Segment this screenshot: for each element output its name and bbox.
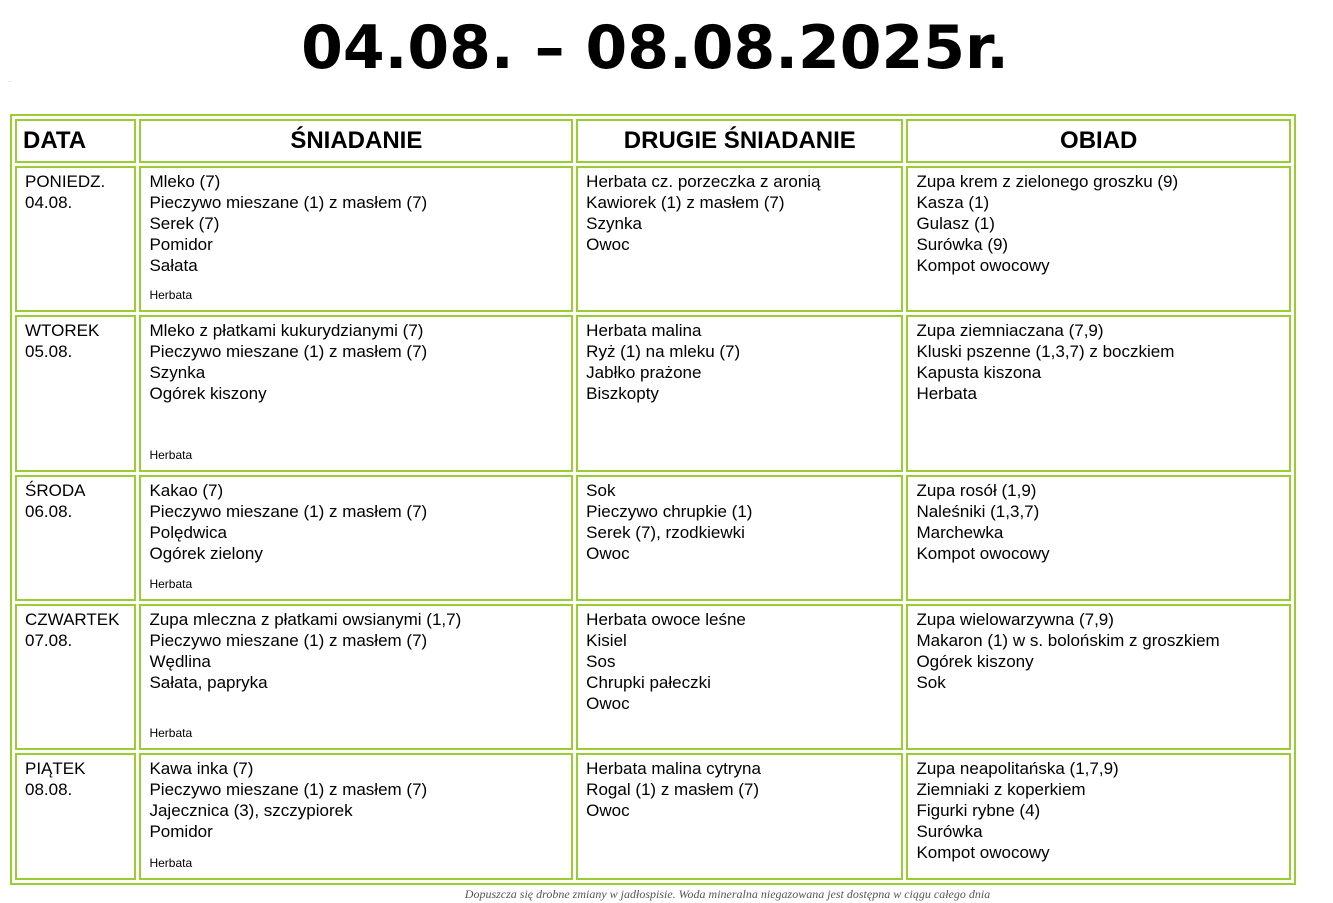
date-cell-lines: [17, 606, 134, 651]
menu-item: Pomidor: [149, 822, 213, 842]
day-name: PIĄTEK: [25, 759, 86, 779]
menu-item: Zupa ziemniaczana (7,9): [916, 321, 1104, 341]
day-name: WTOREK: [25, 321, 100, 341]
header-obiad: OBIAD: [906, 119, 1291, 163]
sniadanie-cell: [139, 475, 573, 601]
footer-note: Dopuszcza się drobne zmiany w jadłospisie. Woda mineralna niegazowana jest dostępna w ciągu całego dnia: [464, 887, 991, 901]
drugie-sniadanie-cell-lines: [578, 606, 901, 714]
day-date: 05.08.: [25, 342, 73, 362]
menu-item: Mleko (7): [149, 172, 221, 191]
drugie-sniadanie-cell-content: [578, 755, 901, 876]
menu-item: Makaron (1) w s. bolońskim z groszkiem: [916, 631, 1220, 651]
menu-item: Herbata: [916, 384, 977, 404]
menu-item: Ogórek kiszony: [916, 652, 1034, 672]
menu-item: Sok: [586, 481, 616, 501]
sniadanie-cell-lines: [141, 317, 571, 404]
menu-item: Pieczywo mieszane (1) z masłem (7): [149, 502, 428, 522]
menu-item: Pieczywo mieszane (1) z masłem (7): [149, 342, 428, 362]
sniadanie-cell-content: [141, 477, 571, 597]
menu-item: Szynka: [586, 214, 642, 233]
menu-item: Zupa krem z zielonego groszku (9): [916, 172, 1179, 191]
day-name: PONIEDZ.: [25, 172, 106, 191]
date-cell: [15, 604, 136, 750]
sniadanie-cell: [139, 315, 573, 472]
date-cell: [15, 315, 136, 472]
sniadanie-cell: [139, 604, 573, 750]
sniadanie-drink-note: Herbata: [149, 577, 193, 592]
sniadanie-drink-note: Herbata: [149, 288, 193, 302]
menu-item: Surówka: [916, 822, 983, 842]
sniadanie-cell-lines: [141, 477, 571, 564]
date-cell-content: [17, 755, 134, 876]
menu-item: Surówka (9): [916, 235, 1009, 254]
date-cell: [15, 475, 136, 601]
day-date: 08.08.: [25, 780, 73, 800]
date-cell-content: [17, 477, 134, 597]
drugie-sniadanie-cell-content: [578, 317, 901, 468]
date-cell-content: [17, 606, 134, 746]
menu-item: Kakao (7): [149, 481, 224, 501]
menu-item: Marchewka: [916, 523, 1004, 543]
sniadanie-cell-lines: [141, 606, 571, 693]
day-row: [15, 315, 1291, 472]
menu-item: Serek (7), rzodkiewki: [586, 523, 745, 543]
menu-item: Zupa wielowarzywna (7,9): [916, 610, 1114, 630]
menu-item: Kluski pszenne (1,3,7) z boczkiem: [916, 342, 1175, 362]
menu-item: Sok: [916, 673, 946, 693]
date-cell-content: [17, 168, 134, 308]
date-cell-lines: [17, 477, 134, 522]
menu-item: Szynka: [149, 363, 206, 383]
sniadanie-drink-note: Herbata: [149, 856, 193, 871]
menu-item: Kasza (1): [916, 193, 990, 212]
menu-item: Sałata, papryka: [149, 673, 268, 693]
day-name: ŚRODA: [25, 481, 86, 501]
menu-item: Herbata malina: [586, 321, 702, 341]
sniadanie-cell-content: [141, 168, 571, 308]
menu-item: Kawiorek (1) z masłem (7): [586, 193, 785, 212]
menu-item: Herbata malina cytryna: [586, 759, 761, 779]
menu-item: Pieczywo chrupkie (1): [586, 502, 753, 522]
sniadanie-drink-note: Herbata: [149, 448, 193, 463]
sniadanie-cell-content: [141, 755, 571, 876]
obiad-cell-content: [908, 317, 1289, 468]
menu-item: Kapusta kiszona: [916, 363, 1042, 383]
page-title: 04.08. – 08.08.2025r.: [301, 13, 1009, 83]
menu-item: Naleśniki (1,3,7): [916, 502, 1040, 522]
day-row: [15, 475, 1291, 601]
menu-item: Ryż (1) na mleku (7): [586, 342, 741, 362]
menu-item: Ziemniaki z koperkiem: [916, 780, 1086, 800]
day-row: [15, 166, 1291, 312]
header-sniadanie: ŚNIADANIE: [139, 119, 573, 163]
drugie-sniadanie-cell-lines: [578, 317, 901, 404]
menu-item: Jajecznica (3), szczypiorek: [149, 801, 353, 821]
menu-item: Figurki rybne (4): [916, 801, 1041, 821]
drugie-sniadanie-cell-content: [578, 606, 901, 746]
obiad-cell: [906, 166, 1291, 312]
day-date: 04.08.: [25, 193, 73, 212]
menu-item: Gulasz (1): [916, 214, 995, 233]
drugie-sniadanie-cell: [576, 604, 903, 750]
menu-item: Zupa mleczna z płatkami owsianymi (1,7): [149, 610, 462, 630]
drugie-sniadanie-cell: [576, 753, 903, 880]
obiad-cell: [906, 475, 1291, 601]
obiad-cell-content: [908, 606, 1289, 746]
header-data: DATA: [15, 119, 136, 163]
obiad-cell: [906, 753, 1291, 880]
menu-item: Pomidor: [149, 235, 213, 254]
menu-item: Pieczywo mieszane (1) z masłem (7): [149, 631, 428, 651]
sniadanie-cell-content: [141, 606, 571, 746]
menu-item: Wędlina: [149, 652, 211, 672]
menu-item: Ogórek kiszony: [149, 384, 267, 404]
menu-item: Herbata cz. porzeczka z aronią: [586, 172, 821, 191]
header-row: [15, 119, 1291, 163]
sniadanie-cell-lines: [141, 755, 571, 842]
date-cell-lines: [17, 317, 134, 362]
menu-item: Serek (7): [149, 214, 220, 233]
obiad-cell-lines: [908, 477, 1289, 564]
day-row: [15, 753, 1291, 880]
menu-item: Polędwica: [149, 523, 227, 543]
drugie-sniadanie-cell: [576, 315, 903, 472]
menu-item: Zupa neapolitańska (1,7,9): [916, 759, 1119, 779]
drugie-sniadanie-cell-lines: [578, 755, 901, 821]
menu-item: Jabłko prażone: [586, 363, 702, 383]
menu-item: Chrupki pałeczki: [586, 673, 711, 693]
menu-item: Owoc: [586, 801, 630, 821]
menu-item: Kompot owocowy: [916, 544, 1050, 564]
obiad-cell-lines: [908, 606, 1289, 693]
sniadanie-cell: [139, 753, 573, 880]
sniadanie-cell-lines: [141, 168, 571, 276]
sniadanie-drink-note: Herbata: [149, 726, 193, 741]
menu-item: Owoc: [586, 544, 630, 564]
menu-item: Kawa inka (7): [149, 759, 254, 779]
sniadanie-cell-content: [141, 317, 571, 468]
menu-item: Owoc: [586, 694, 630, 714]
menu-item: Kompot owocowy: [916, 843, 1050, 863]
date-cell: [15, 166, 136, 312]
menu-body: [15, 166, 1291, 880]
menu-item: Pieczywo mieszane (1) z masłem (7): [149, 193, 428, 212]
date-cell-lines: [17, 755, 134, 800]
menu-item: Kompot owocowy: [916, 256, 1050, 275]
drugie-sniadanie-cell-lines: [578, 168, 901, 255]
obiad-cell-content: [908, 477, 1289, 597]
menu-item: Zupa rosół (1,9): [916, 481, 1037, 501]
obiad-cell: [906, 604, 1291, 750]
date-cell: [15, 753, 136, 880]
drugie-sniadanie-cell: [576, 166, 903, 312]
menu-item: Owoc: [586, 235, 630, 254]
menu-item: Sos: [586, 652, 616, 672]
obiad-cell-lines: [908, 168, 1289, 276]
sniadanie-cell: [139, 166, 573, 312]
menu-item: Sałata: [149, 256, 198, 275]
menu-item: Ogórek zielony: [149, 544, 263, 564]
day-date: 06.08.: [25, 502, 73, 522]
header-drugie-sniadanie: DRUGIE ŚNIADANIE: [576, 119, 903, 163]
menu-item: Kisiel: [586, 631, 627, 651]
menu-item: Rogal (1) z masłem (7): [586, 780, 760, 800]
menu-item: Pieczywo mieszane (1) z masłem (7): [149, 780, 428, 800]
obiad-cell-lines: [908, 755, 1289, 863]
drugie-sniadanie-cell-lines: [578, 477, 901, 564]
drugie-sniadanie-cell: [576, 475, 903, 601]
menu-item: Biszkopty: [586, 384, 659, 404]
obiad-cell: [906, 315, 1291, 472]
date-cell-lines: [17, 168, 134, 213]
date-cell-content: [17, 317, 134, 468]
menu-item: Herbata owoce leśne: [586, 610, 746, 630]
drugie-sniadanie-cell-content: [578, 168, 901, 308]
menu-item: Mleko z płatkami kukurydzianymi (7): [149, 321, 424, 341]
obiad-cell-content: [908, 755, 1289, 876]
day-date: 07.08.: [25, 631, 73, 651]
day-name: CZWARTEK: [25, 610, 120, 630]
obiad-cell-content: [908, 168, 1289, 308]
stray-mark: `: [9, 82, 11, 88]
obiad-cell-lines: [908, 317, 1289, 404]
day-row: [15, 604, 1291, 750]
menu-table: [10, 114, 1296, 885]
drugie-sniadanie-cell-content: [578, 477, 901, 597]
